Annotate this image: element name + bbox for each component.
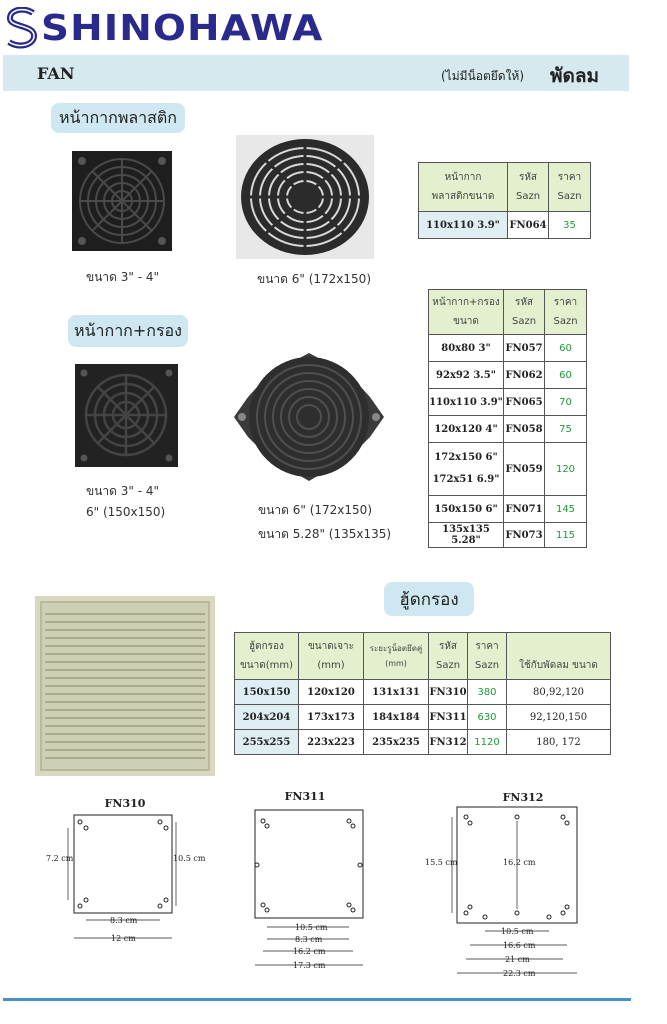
header-bar (3, 55, 629, 91)
row-cut: 223x223 (299, 730, 364, 755)
row-size: 92x92 3.5" (429, 362, 504, 389)
plastic-mask-small-caption: ขนาด 3" - 4" (86, 270, 160, 284)
fn310-left-dim: 7.2 cm (46, 854, 74, 863)
table-row (429, 389, 587, 416)
fn311-dim-1: 10.5 cm (295, 923, 328, 932)
table-header-cut: ขนาดเจาะ (mm) (299, 633, 364, 680)
row-price: 60 (545, 335, 587, 362)
row-code: FN058 (504, 416, 545, 443)
mask-filter-price-table (428, 289, 587, 548)
mask-filter-label: หน้ากาก+กรอง (68, 315, 188, 347)
row-hole: 235x235 (364, 730, 429, 755)
row-price: 75 (545, 416, 587, 443)
fn311-dim-4: 17.3 cm (293, 961, 326, 970)
fn310-right-dim: 10.5 cm (173, 854, 206, 863)
fn311-dim-2: 8.3 cm (295, 935, 323, 944)
row-size: 120x120 4" (429, 416, 504, 443)
row-size: 172x150 6" 172x51 6.9" (429, 443, 504, 496)
table-row (429, 335, 587, 362)
filter-box-label: ฮู้ดกรอง (384, 582, 474, 616)
row-size: 150x150 6" (429, 496, 504, 523)
mask-filter-small-caption-1: ขนาด 3" - 4" (86, 484, 160, 498)
row-code: FN057 (504, 335, 545, 362)
filter-box-image (35, 596, 215, 776)
mask-filter-large-caption-1: ขนาด 6" (172x150) (258, 503, 372, 517)
plastic-mask-price-table (418, 162, 591, 239)
row-code: FN065 (504, 389, 545, 416)
row-size: 110x110 3.9" (419, 212, 508, 239)
table-row (429, 416, 587, 443)
header-note: (ไม่มีน็อตยึดให้) (441, 69, 525, 83)
table-header-row (235, 633, 611, 680)
table-row (235, 730, 611, 755)
fn312-title: FN312 (502, 791, 544, 804)
page-title: พัดลม (550, 65, 600, 87)
row-hole: 184x184 (364, 705, 429, 730)
table-header-row (429, 290, 587, 335)
fn311-diagram (245, 785, 375, 975)
table-header-price: ราคา Sazn (549, 163, 591, 212)
fn312-mid-dim: 16.2 cm (503, 858, 536, 867)
row-code: FN064 (508, 212, 549, 239)
row-code: FN059 (504, 443, 545, 496)
row-price: 115 (545, 523, 587, 548)
fn312-dim-2: 16.6 cm (503, 941, 536, 950)
fn311-dim-3: 16.2 cm (293, 947, 326, 956)
fn310-diagram (40, 795, 210, 950)
row-price: 145 (545, 496, 587, 523)
fn310-dim-1: 8.3 cm (110, 916, 138, 925)
mask-filter-large-image (228, 347, 390, 487)
row-price: 630 (468, 705, 507, 730)
row-code: FN073 (504, 523, 545, 548)
mask-filter-small-caption-2: 6" (150x150) (86, 505, 166, 519)
row-size: 135x135 5.28" (429, 523, 504, 548)
fn310-dim-2: 12 cm (111, 934, 136, 943)
row-price: 35 (549, 212, 591, 239)
mask-filter-large-caption-2: ขนาด 5.28" (135x135) (258, 527, 392, 541)
brand-logo (5, 6, 324, 50)
table-row (429, 496, 587, 523)
table-header-fan: ใช้กับพัดลม ขนาด (507, 633, 611, 680)
fn312-left-dim: 15.5 cm (425, 858, 458, 867)
shinohawa-s-logo-icon (5, 7, 39, 49)
row-cut: 120x120 (299, 680, 364, 705)
table-header-price: ราคา Sazn (545, 290, 587, 335)
mask-filter-small-image (75, 364, 178, 467)
brand-name: SHINOHAWA (41, 7, 324, 49)
fn312-diagram (423, 787, 583, 982)
table-row (429, 443, 587, 496)
row-code: FN311 (429, 705, 468, 730)
row-price: 70 (545, 389, 587, 416)
table-header-row (419, 163, 591, 212)
fn312-dim-1: 10.5 cm (501, 927, 534, 936)
plastic-mask-label: หน้ากากพลาสติก (51, 103, 185, 133)
row-hole: 131x131 (364, 680, 429, 705)
row-fan: 80,92,120 (507, 680, 611, 705)
plastic-mask-large-caption: ขนาด 6" (172x150) (257, 272, 371, 286)
table-header-size: หน้ากาก พลาสติกขนาด (419, 163, 508, 212)
row-code: FN071 (504, 496, 545, 523)
row-fan: 180, 172 (507, 730, 611, 755)
table-header-hole: ระยะรูน็อตยึดคู่ (mm) (364, 633, 429, 680)
table-header-code: รหัส Sazn (429, 633, 468, 680)
row-size: 150x150 (235, 680, 299, 705)
row-code: FN062 (504, 362, 545, 389)
table-row (235, 705, 611, 730)
section-title: FAN (37, 64, 75, 83)
row-code: FN310 (429, 680, 468, 705)
row-price: 380 (468, 680, 507, 705)
row-size: 204x204 (235, 705, 299, 730)
row-size: 80x80 3" (429, 335, 504, 362)
plastic-mask-large-image (236, 135, 374, 259)
table-header-size: ฮู้ดกรอง ขนาด(mm) (235, 633, 299, 680)
fn312-dim-3: 21 cm (505, 955, 530, 964)
table-row (419, 212, 591, 239)
row-fan: 92,120,150 (507, 705, 611, 730)
table-header-code: รหัส Sazn (504, 290, 545, 335)
footer-rule (3, 998, 631, 1001)
table-row (429, 523, 587, 548)
fn310-title: FN310 (104, 797, 146, 810)
table-header-size: หน้ากาก+กรอง ขนาด (429, 290, 504, 335)
row-cut: 173x173 (299, 705, 364, 730)
fn312-dim-4: 22.3 cm (503, 969, 536, 978)
row-size: 110x110 3.9" (429, 389, 504, 416)
row-code: FN312 (429, 730, 468, 755)
table-header-code: รหัส Sazn (508, 163, 549, 212)
plastic-mask-small-image (72, 151, 172, 251)
row-price: 120 (545, 443, 587, 496)
table-row (429, 362, 587, 389)
fn311-title: FN311 (284, 790, 326, 803)
row-price: 60 (545, 362, 587, 389)
table-header-price: ราคา Sazn (468, 633, 507, 680)
table-row (235, 680, 611, 705)
filter-box-price-table (234, 632, 611, 755)
row-price: 1120 (468, 730, 507, 755)
row-size: 255x255 (235, 730, 299, 755)
